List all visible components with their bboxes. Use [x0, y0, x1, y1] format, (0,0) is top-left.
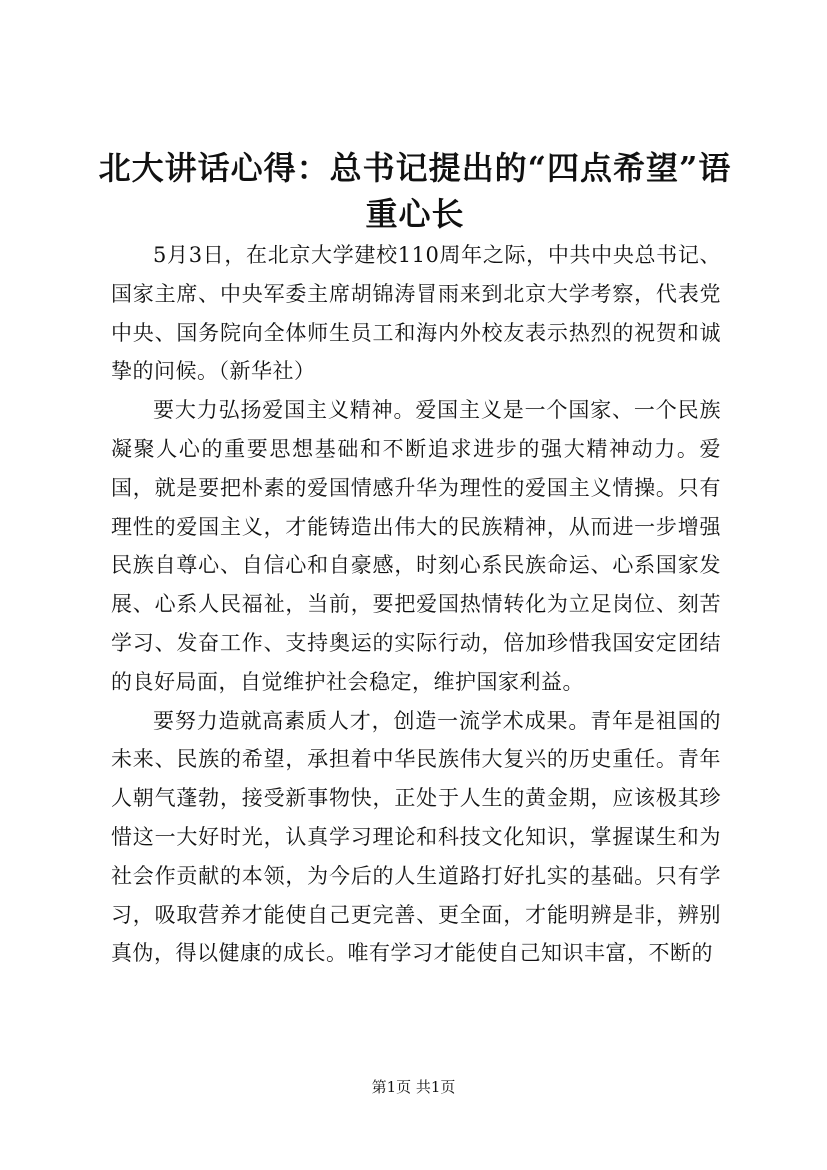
document-title: 北大讲话心得：总书记提出的“四点希望”语重心长	[98, 149, 732, 233]
paragraph-patriotism: 要大力弘扬爱国主义精神。爱国主义是一个国家、一个民族凝聚人心的重要思想基础和不断追求进步的强大精神动力。爱国，就是要把朴素的爱国情感升华为理性的爱国主义情操。只有理性的爱国主义，才能铸造出伟大的民族精神，从而进一步增强民族自尊心、自信心和自豪感，时刻心系民族命运、心系国家发展、心系人民福祉，当前，要把爱国热情转化为立足岗位、刻苦学习、发奋工作、支持奥运的实际行动，倍加珍惜我国安定团结的良好局面，自觉维护社会稳定，维护国家利益。	[111, 398, 721, 694]
document-body	[111, 236, 721, 973]
paragraph-talent: 要努力造就高素质人才，创造一流学术成果。青年是祖国的未来、民族的希望，承担着中华民族伟大复兴的历史重任。青年人朝气蓬勃，接受新事物快，正处于人生的黄金期，应该极其珍惜这一大好时光，认真学习理论和科技文化知识，掌握谋生和为社会作贡献的本领，为今后的人生道路打好扎实的基础。只有学习，吸取营养才能使自己更完善、更全面，才能明辨是非，辨别真伪，得以健康的成长。唯有学习才能使自己知识丰富，不断的	[111, 708, 721, 966]
page-footer: 第1页 共1页	[371, 1078, 456, 1096]
paragraph-intro: 5月3日，在北京大学建校110周年之际，中共中央总书记、国家主席、中央军委主席胡锦涛冒雨来到北京大学考察，代表党中央、国务院向全体师生员工和海内外校友表示热烈的祝贺和诚挚的问候。（新华社）	[111, 243, 721, 384]
